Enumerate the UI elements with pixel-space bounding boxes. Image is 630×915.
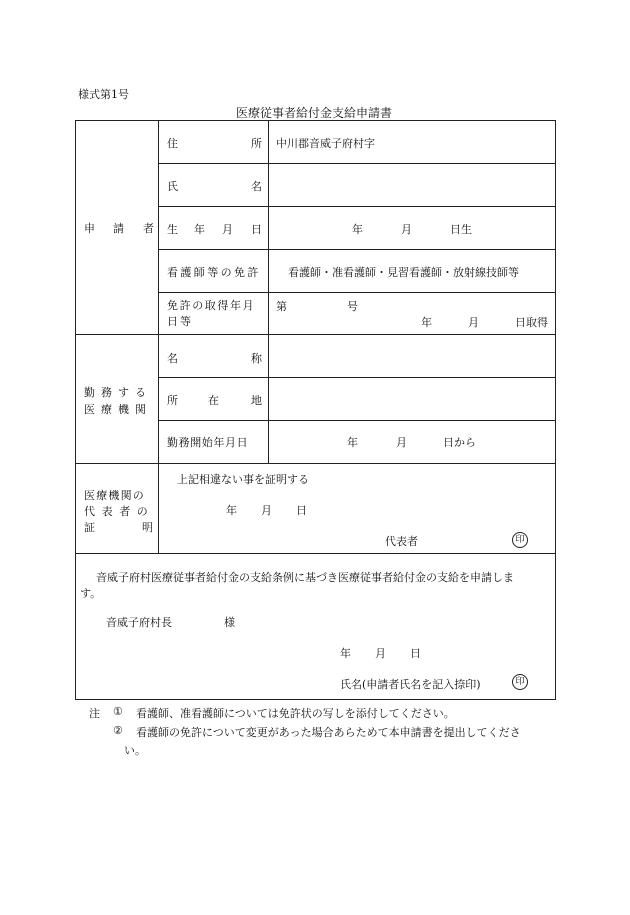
label-column-divider bbox=[158, 120, 159, 553]
representative-seal-mark[interactable]: 印 bbox=[512, 532, 528, 548]
section-divider bbox=[75, 553, 556, 554]
address-value: 中川郡音威子府村字 bbox=[276, 137, 375, 150]
institution-name-field[interactable] bbox=[272, 337, 552, 375]
start-date-label: 勤務開始年月日 bbox=[167, 436, 249, 449]
applicant-seal-mark[interactable]: 印 bbox=[512, 674, 528, 690]
institution-section-label: 勤務する bbox=[84, 386, 152, 399]
birthdate-value: 年 bbox=[352, 223, 363, 236]
institution-location-field[interactable] bbox=[272, 380, 552, 418]
form-title: 医療従事者給付金支給申請書 bbox=[236, 106, 393, 120]
representative-label: 代表者 bbox=[385, 535, 418, 548]
section-divider bbox=[75, 463, 556, 464]
applicant-section-label: 申 bbox=[84, 222, 95, 235]
note-text-continued: い。 bbox=[124, 744, 146, 757]
license-number-label: 第 bbox=[276, 300, 287, 313]
name-field[interactable] bbox=[272, 165, 552, 203]
note-text: 看護師、准看護師については免許状の写しを添付してください。 bbox=[136, 707, 455, 720]
institution-name-label: 名 bbox=[167, 352, 178, 365]
license-date-value: 年 bbox=[421, 316, 432, 329]
certification-statement: 上記相違ない事を証明する bbox=[177, 473, 309, 486]
application-date: 年 bbox=[340, 647, 351, 660]
note-text: 看護師の免許について変更があった場合あらためて本申請書を提出してくださ bbox=[136, 726, 521, 739]
certification-date: 年 bbox=[226, 504, 237, 517]
application-text: 音威子府村医療従事者給付金の支給条例に基づき医療従事者給付金の支給を申請しま bbox=[96, 571, 514, 584]
note-number: ② bbox=[113, 724, 123, 737]
license-date-label: 免許の取得年月 bbox=[167, 299, 256, 312]
license-label: 看護師等の免許 bbox=[167, 266, 261, 279]
license-value: 看護師・准看護師・見習看護師・放射線技師等 bbox=[288, 266, 519, 279]
addressee: 音威子府村長 bbox=[106, 616, 172, 629]
address-label: 住 bbox=[167, 137, 178, 150]
name-label: 氏 bbox=[167, 180, 178, 193]
applicant-name-label: 氏名(申請者氏名を記入捺印) bbox=[340, 678, 481, 691]
honorific: 様 bbox=[224, 616, 235, 629]
note-number: ① bbox=[113, 705, 123, 718]
certification-section-label: 医療機関の bbox=[84, 489, 145, 502]
form-number: 様式第1号 bbox=[78, 88, 129, 101]
birthdate-label: 生 bbox=[167, 223, 178, 236]
notes-label: 注 bbox=[89, 707, 100, 720]
start-date-value: 年 bbox=[347, 436, 358, 449]
institution-location-label: 所 bbox=[167, 394, 178, 407]
section-divider bbox=[75, 334, 556, 335]
